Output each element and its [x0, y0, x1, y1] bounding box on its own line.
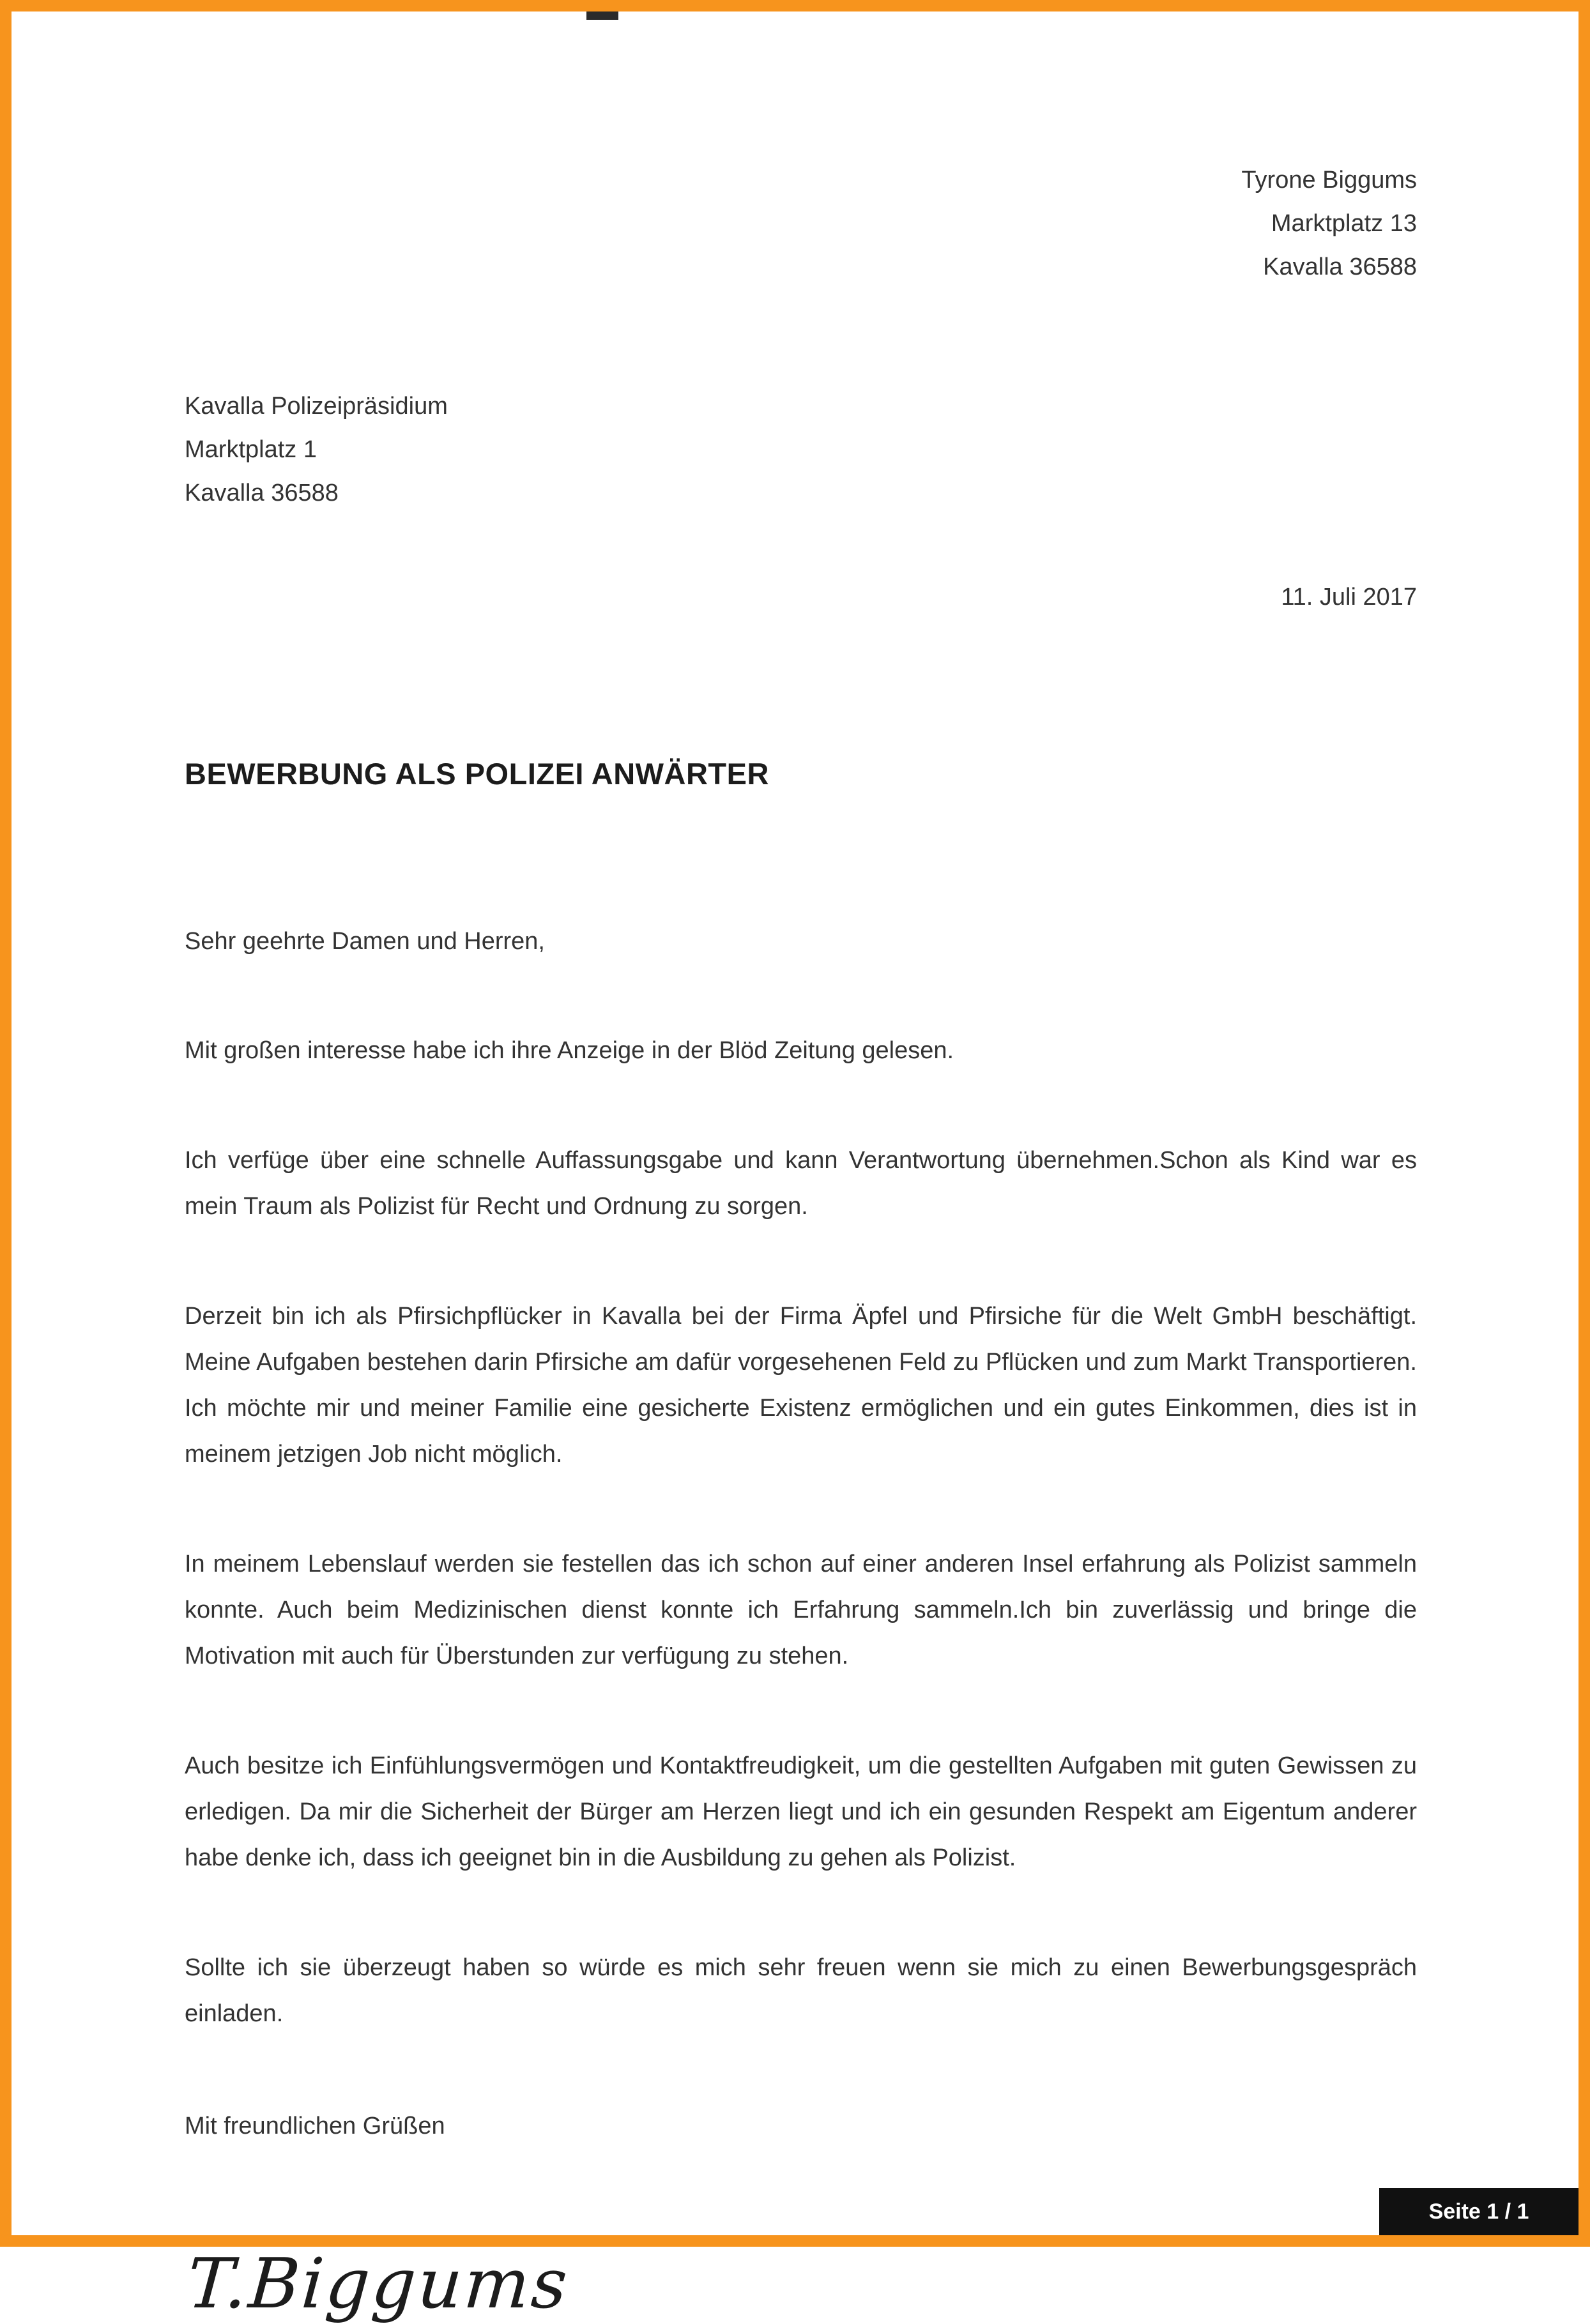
page-number-label: Seite 1 / 1: [1428, 2199, 1529, 2224]
page-number-badge: [1379, 2188, 1579, 2235]
recipient-name: Kavalla Polizeipräsidium: [185, 393, 448, 420]
sender-address-block: [185, 158, 1417, 289]
subject-line: BEWERBUNG ALS POLIZEI ANWÄRTER: [185, 757, 769, 791]
body-paragraph-5: Auch besitze ich Einfühlungsvermögen und Kontaktfreudigkeit, um die gestellten Aufgaben mit guten Gewissen zu erledigen. Da mir die Sicherheit der Bürger am Herzen liegt und ich ein gesunden Respekt am Eigentum anderer habe denke ich, dass ich geeignet bin in die Ausbildung zu gehen als Polizist.: [185, 1752, 1417, 1871]
sender-city: Kavalla 36588: [1263, 254, 1417, 280]
letter-date: 11. Juli 2017: [1281, 584, 1417, 611]
letter-content: [11, 11, 1579, 2324]
recipient-city: Kavalla 36588: [185, 480, 339, 506]
body-paragraph-4: In meinem Lebenslauf werden sie festellen das ich schon auf einer anderen Insel erfahrung als Polizist sammeln konnte. Auch beim Medizinischen dienst konnte ich Erfahrung sammeln.Ich bin zuverlässig und bringe die Motivation mit auch für Überstunden zur verfügung zu stehen.: [185, 1551, 1417, 1669]
body-paragraph-2: Ich verfüge über eine schnelle Auffassungsgabe und kann Verantwortung übernehmen.Schon als Kind war es mein Traum als Polizist für Recht und Ordnung zu sorgen.: [185, 1147, 1417, 1220]
closing-line: Mit freundlichen Grüßen: [185, 2113, 445, 2139]
sender-street: Marktplatz 13: [1271, 210, 1417, 237]
salutation: Sehr geehrte Damen und Herren,: [185, 928, 545, 955]
body-paragraph-3: Derzeit bin ich als Pfirsichpflücker in Kavalla bei der Firma Äpfel und Pfirsiche für die Welt GmbH beschäftigt. Meine Aufgaben bestehen darin Pfirsiche am dafür vorgesehenen Feld zu Pflücken und zum Markt Transportieren. Ich möchte mir und meiner Familie eine gesicherte Existenz ermöglichen und ein gutes Einkommen, dies ist in meinem jetzigen Job nicht möglich.: [185, 1303, 1417, 1468]
body-paragraph-6: Sollte ich sie überzeugt haben so würde es mich sehr freuen wenn sie mich zu einen Bewerbungsgespräch einladen.: [185, 1954, 1417, 2027]
body-paragraph-1: Mit großen interesse habe ich ihre Anzeige in der Blöd Zeitung gelesen.: [185, 1037, 954, 1064]
recipient-address-block: [185, 384, 1417, 515]
sender-name: Tyrone Biggums: [1241, 167, 1417, 194]
signature: T.Biggums: [185, 2244, 572, 2324]
recipient-street: Marktplatz 1: [185, 436, 317, 463]
